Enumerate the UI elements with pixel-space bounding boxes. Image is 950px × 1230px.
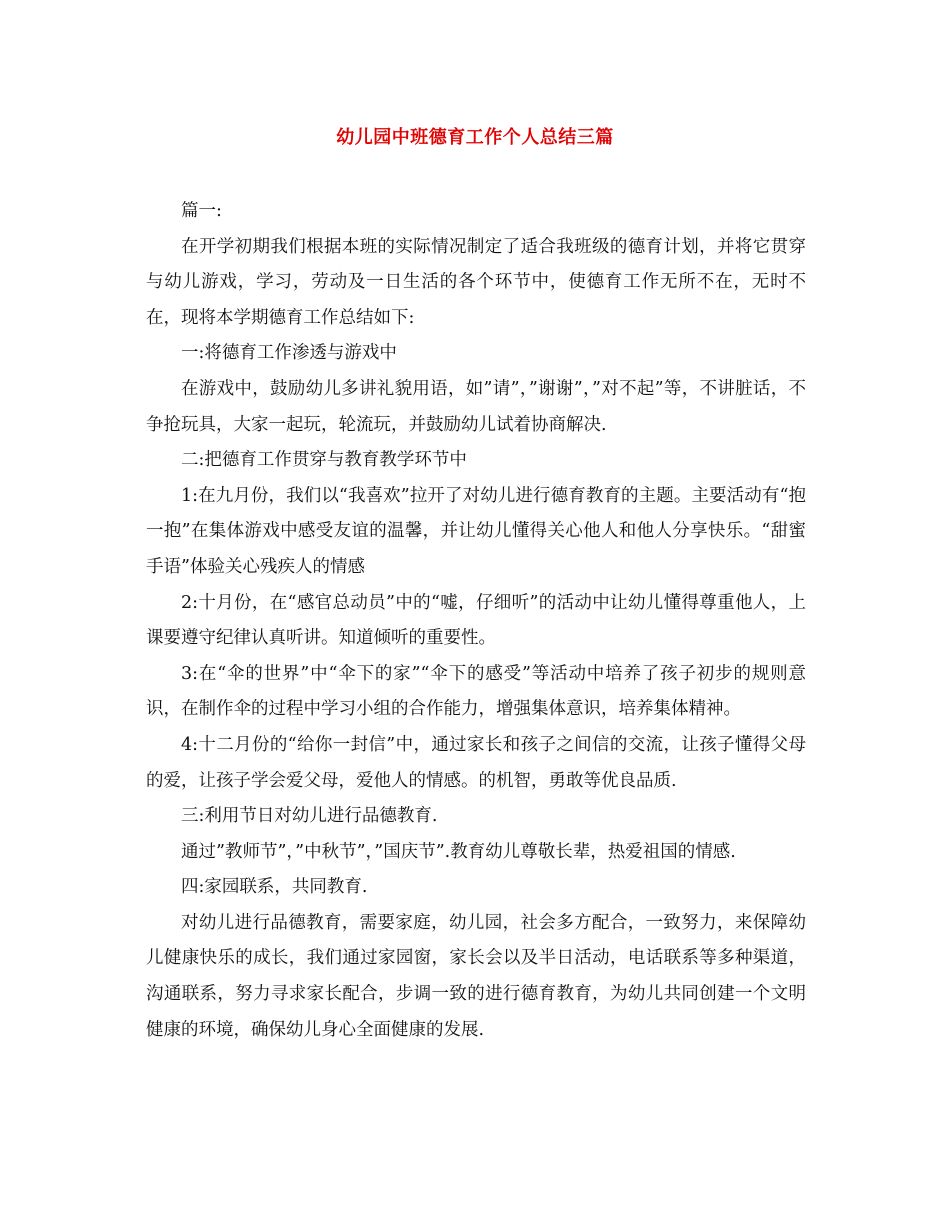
paragraph: 在开学初期我们根据本班的实际情况制定了适合我班级的德育计划，并将它贯穿与幼儿游戏，学习，劳动及一日生活的各个环节中，使德育工作无所不在，无时不在，现将本学期德育工作总结如下: [146, 236, 806, 328]
paragraph: 通过”教师节”，”中秋节”，”国庆节”.教育幼儿尊敬长辈，热爱祖国的情感. [181, 841, 736, 862]
paragraph: 篇一: [181, 201, 222, 221]
document-title: 幼儿园中班德育工作个人总结三篇 [336, 127, 614, 148]
paragraph: 4:十二月份的“给你一封信”中，通过家长和孩子之间信的交流，让孩子懂得父母的爱，让孩子学会爱父母，爱他人的情感。的机智，勇敢等优良品质. [146, 734, 806, 791]
document-body [146, 194, 806, 1048]
paragraph: 1:在九月份，我们以“我喜欢”拉开了对幼儿进行德育教育的主题。主要活动有“抱一抱”在集体游戏中感受友谊的温馨，并让幼儿懂得关心他人和他人分享快乐。“甜蜜手语”体验关心残疾人的情感 [146, 485, 806, 577]
paragraph: 对幼儿进行品德教育，需要家庭，幼儿园，社会多方配合，一致努力，来保障幼儿健康快乐的成长，我们通过家园窗，家长会以及半日活动，电话联系等多种渠道，沟通联系，努力寻求家长配合，步调一致的进行德育教育，为幼儿共同创建一个文明健康的环境，确保幼儿身心全面健康的发展. [146, 912, 806, 1040]
section-heading: 一:将德育工作渗透与游戏中 [181, 343, 397, 364]
section-heading: 三:利用节日对幼儿进行品德教育. [181, 806, 438, 827]
section-heading: 二:把德育工作贯穿与教育教学环节中 [181, 450, 467, 471]
paragraph: 2:十月份，在“感官总动员”中的“嘘，仔细听”的活动中让幼儿懂得尊重他人，上课要遵守纪律认真听讲。知道倾听的重要性。 [146, 592, 806, 649]
paragraph: 在游戏中，鼓励幼儿多讲礼貌用语，如”请”，”谢谢”，”对不起”等，不讲脏话，不争抢玩具，大家一起玩，轮流玩，并鼓励幼儿试着协商解决. [146, 378, 806, 435]
section-heading: 四:家园联系，共同教育. [181, 877, 368, 898]
paragraph: 3:在“伞的世界”中“伞下的家”“伞下的感受”等活动中培养了孩子初步的规则意识，在制作伞的过程中学习小组的合作能力，增强集体意识，培养集体精神。 [146, 663, 806, 720]
